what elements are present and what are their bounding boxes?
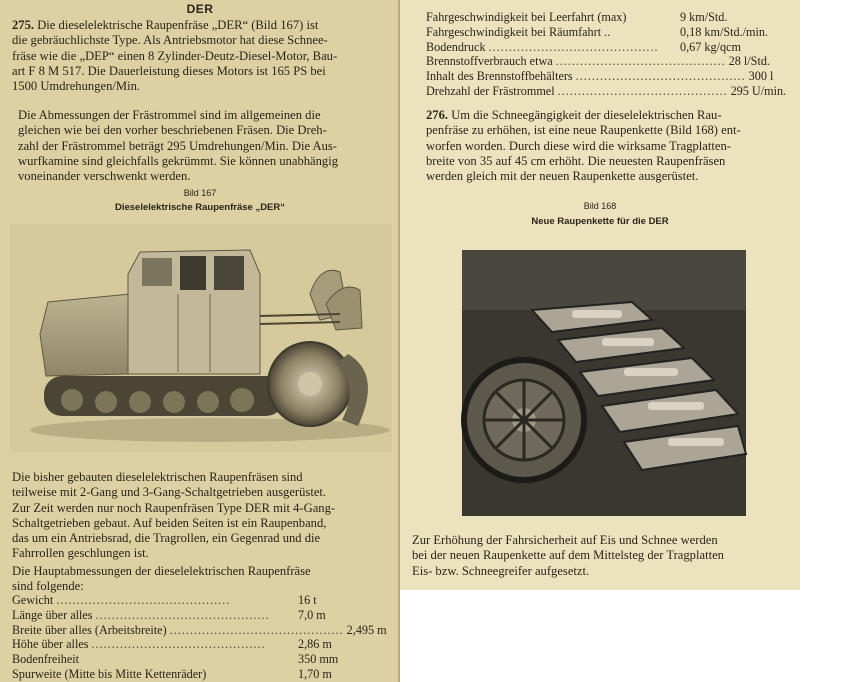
section-number: 275. bbox=[12, 18, 35, 32]
dimension-row: Breite über alles (Arbeitsbreite) ........................................... 2,495 m bbox=[12, 622, 387, 637]
right-page bbox=[400, 0, 800, 590]
section-number: 276. bbox=[426, 108, 449, 122]
spec-row: Brennstoffverbrauch etwa .......................................... 28 l/Std. bbox=[426, 54, 770, 69]
figure-167-label: Bild 167 bbox=[183, 188, 217, 198]
figure-168-label: Bild 168 bbox=[583, 201, 617, 211]
spec-row: Fahrgeschwindigkeit bei Leerfahrt (max) 9 km/Std. bbox=[426, 10, 728, 24]
section-276: 276. Um die Schneegängigkeit der dieselelektrischen Rau- penfräse zu erhöhen, ist eine neue Raupenkette (Bild 168) ent- worfen worden. Durch diese wird die wirksame Tragplatten- breite von 35 auf 45 cm erhöht. Die neuesten Raupenfräsen werden gleich mit der neuen Raupenkette ausgerüstet. bbox=[426, 108, 741, 184]
spec-row: Drehzahl der Frästrommel .......................................... 295 U/min. bbox=[426, 83, 787, 98]
dimensions-table bbox=[12, 593, 387, 682]
dimension-row: Spurweite (Mitte bis Mitte Kettenräder) 1,70 m bbox=[12, 666, 332, 681]
specs-table bbox=[426, 10, 788, 99]
dimensions-intro: Die Hauptabmessungen der dieselelektrischen Raupenfräse sind folgende: bbox=[12, 564, 311, 594]
dimension-row: Bodenfreiheit 350 mm bbox=[12, 652, 339, 667]
track-photo bbox=[462, 250, 746, 516]
track-illustration bbox=[462, 250, 746, 516]
dimension-row: Länge über alles ........................................... 7,0 m bbox=[12, 607, 326, 622]
snowblower-photo bbox=[10, 224, 392, 452]
spec-row: Fahrgeschwindigkeit bei Räumfahrt .. 0,18 km/Std./min. bbox=[426, 24, 769, 39]
section-275: 275. Die dieselelektrische Raupenfräse „DER“ (Bild 167) ist die gebräuchlichste Type. Als Antriebsmotor hat diese Schnee- fräse wie die „DEP“ einen 8 Zylinder-Deutz-Diesel-Motor, Bau- art F 8 M 517. Die Dauerleistung dieses Motors ist 165 PS bei 1500 Umdrehungen/Min. bbox=[12, 18, 338, 94]
left-page bbox=[0, 0, 400, 682]
spec-row: Bodendruck .......................................... 0,67 kg/qcm bbox=[426, 39, 741, 54]
figure-167-title: Dieselelektrische Raupenfräse „DER“ bbox=[114, 202, 286, 213]
paragraph-gears: Die bisher gebauten dieselelektrischen Raupenfräsen sind teilweise mit 2-Gang und 3-Gang-Schaltgetrieben ausgerüstet. Zur Zeit werden nur noch Raupenfräsen Type DER mit 4-Gang- Schaltgetrieben gebaut. Auf beiden Seiten ist ein Raupenband, das um ein Antriebsrad, die Tragrollen, ein Gegenrad und die Fahrrollen geschlungen ist. bbox=[12, 470, 336, 561]
spec-row: Inhalt des Brennstoffbehälters .......................................... 300 l bbox=[426, 69, 774, 84]
dimension-row: Höhe über alles ........................................... 2,86 m bbox=[12, 637, 332, 652]
paragraph-drum: Die Abmessungen der Frästrommel sind im allgemeinen die gleichen wie bei den vorher beschriebenen Fräsen. Die Dreh- zahl der Frästrommel beträgt 295 Umdrehungen/Min. Die Aus- wurfkamine sind gleichfalls gekrümmt. Sie können unabhängig voneinander verschwenkt werden. bbox=[18, 108, 339, 184]
figure-168-title: Neue Raupenkette für die DER bbox=[531, 216, 669, 227]
dimension-row: Gewicht ........................................... 16 t bbox=[12, 593, 317, 607]
paragraph-safety: Zur Erhöhung der Fahrsicherheit auf Eis und Schnee werden bei der neuen Raupenkette auf dem Mittelsteg der Tragplatten Eis- bzw. Schneegreifer aufgesetzt. bbox=[412, 533, 724, 578]
snowblower-illustration bbox=[10, 224, 392, 452]
page-header: DER bbox=[186, 2, 214, 16]
